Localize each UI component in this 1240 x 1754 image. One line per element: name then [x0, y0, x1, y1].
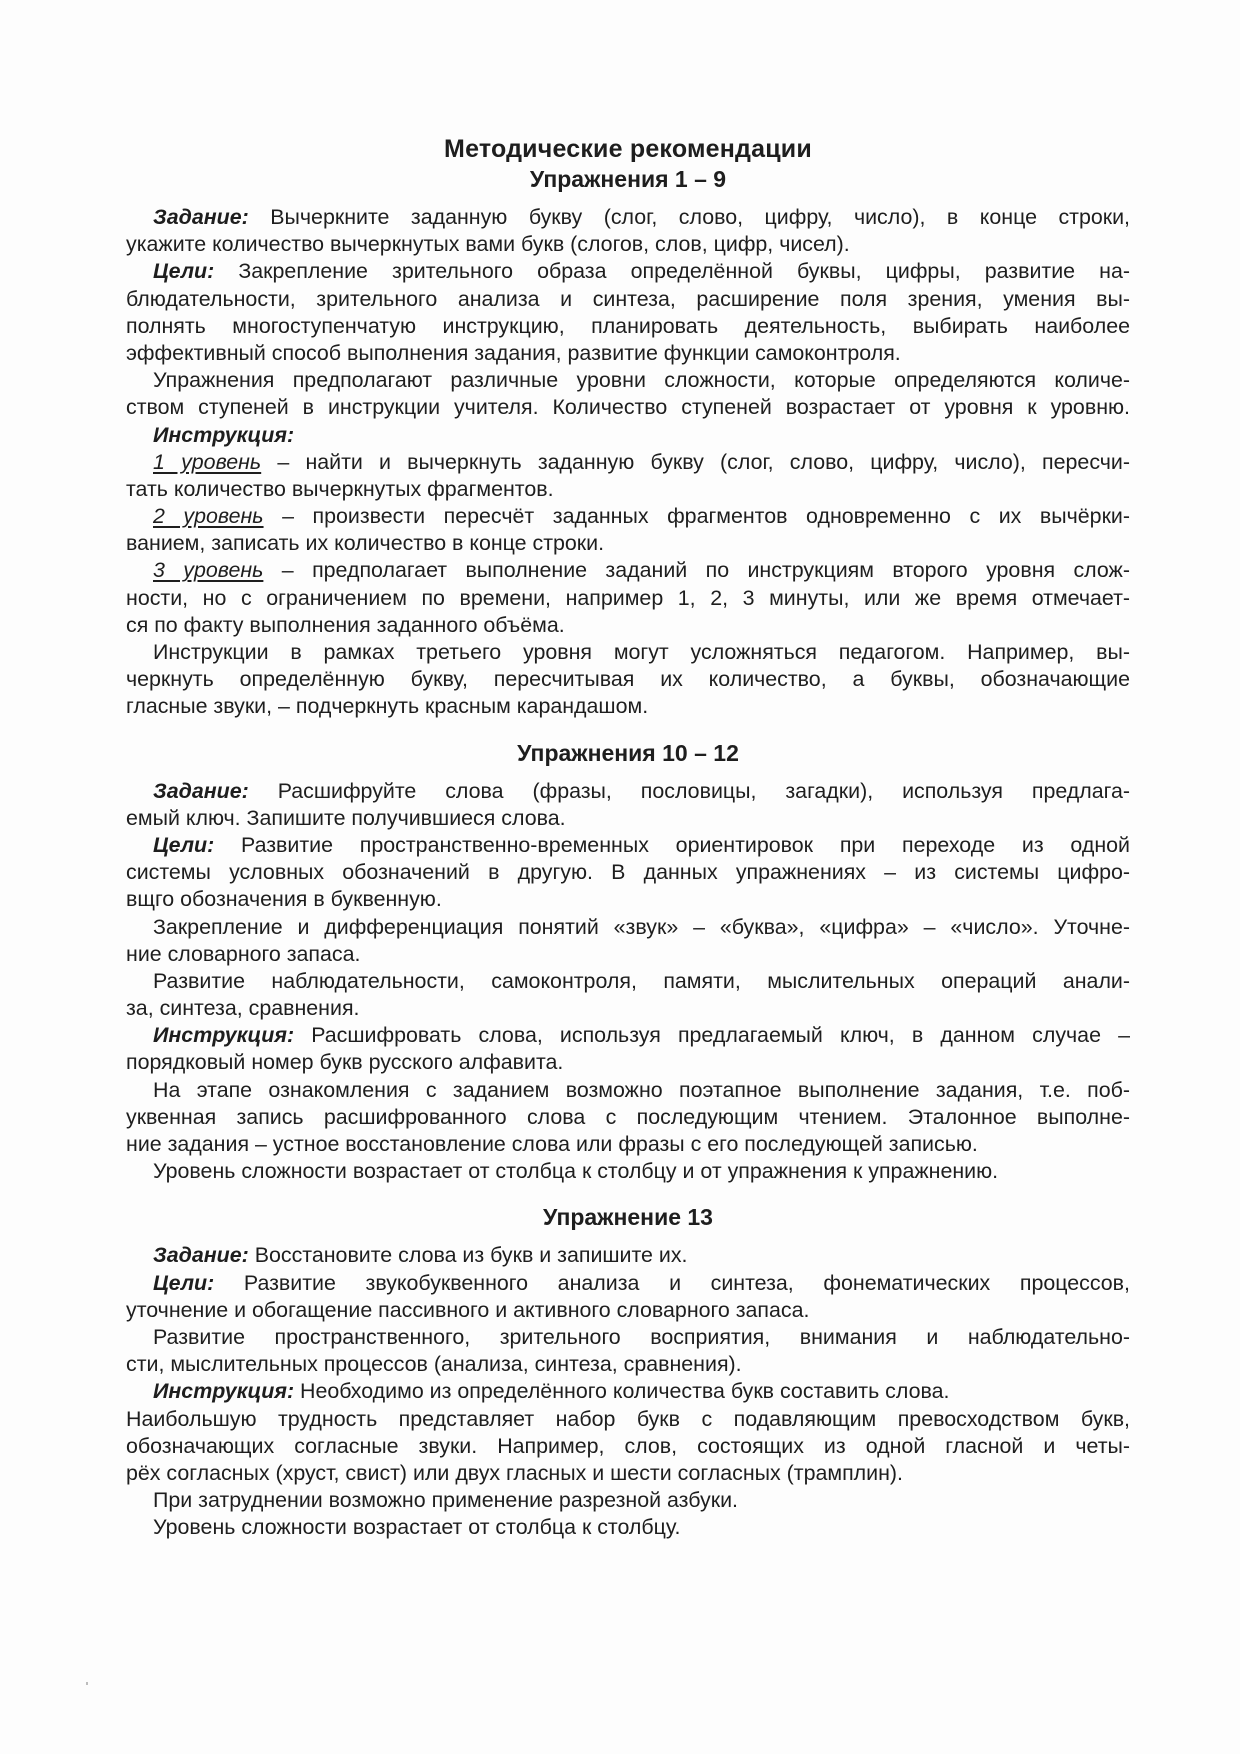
paragraph-line: емый ключ. Запишите получившиеся слова.	[126, 805, 566, 830]
paragraph-line: блюдательности, зрительного анализа и синтеза, расширение поля зрения, умения вы-	[126, 286, 1130, 311]
paragraph-line: 2 уровень – произвести пересчёт заданных фрагментов одновременно с их вычёрки-	[153, 504, 1130, 529]
page-title: Методические рекомендации	[444, 135, 812, 163]
label-goals: Цели:	[153, 832, 215, 857]
paragraph-line: Закрепление и дифференциация понятий «звук» – «буква», «цифра» – «число». Уточне-	[153, 914, 1130, 939]
paragraph-line: На этапе ознакомления с заданием возможно поэтапное выполнение задания, т.е. поб-	[153, 1077, 1130, 1102]
paragraph-line: Цели: Развитие звукобуквенного анализа и синтеза, фонематических процессов,	[153, 1270, 1130, 1295]
paragraph-line: порядковый номер букв русского алфавита.	[126, 1050, 564, 1075]
paragraph-line: Задание: Расшифруйте слова (фразы, пословицы, загадки), используя предлага-	[153, 778, 1130, 803]
paragraph-line: 3 уровень – предполагает выполнение заданий по инструкциям второго уровня слож-	[153, 558, 1130, 583]
paragraph-line: Задание: Вычеркните заданную букву (слог, слово, цифру, число), в конце строки,	[153, 205, 1130, 229]
paragraph-line: ся по факту выполнения заданного объёма.	[126, 612, 565, 637]
section-exercises-1-9	[126, 164, 1130, 721]
paragraph-line: вщго обозначения в буквенную.	[126, 887, 442, 912]
paragraph-line: ние словарного запаса.	[126, 941, 361, 966]
paragraph-line: черкнуть определённую букву, пересчитывая их количество, а буквы, обозначающие	[126, 667, 1130, 692]
paragraph-line: ством ступеней в инструкции учителя. Количество ступеней возрастает от уровня к уровню.	[126, 395, 1130, 420]
paragraph-line: укажите количество вычеркнутых вами букв (слогов, слов, цифр, чисел).	[126, 232, 850, 257]
paragraph-line: системы условных обозначений в другую. В данных упражнениях – из системы цифро-	[126, 860, 1130, 885]
label-goals: Цели:	[153, 1270, 215, 1295]
paragraph-line: уквенная запись расшифрованного слова с последующим чтением. Эталонное выполне-	[126, 1104, 1130, 1129]
level-label-1: 1 уровень	[153, 449, 262, 474]
scan-artifact	[86, 1682, 88, 1685]
paragraph-line: гласные звуки, – подчеркнуть красным карандашом.	[126, 694, 649, 719]
paragraph-line: Задание: Восстановите слова из букв и запишите их.	[153, 1243, 688, 1268]
level-label-2: 2 уровень	[153, 504, 264, 529]
label-task: Задание:	[153, 1243, 249, 1268]
label-instruction: Инструкция:	[153, 1379, 295, 1404]
paragraph-line: эффективный способ выполнения задания, развитие функции самоконтроля.	[126, 340, 901, 365]
paragraph-line: рёх согласных (хруст, свист) или двух гласных и шести согласных (трамплин).	[126, 1460, 903, 1485]
paragraph-line: Инструкции в рамках третьего уровня могут усложняться педагогом. Например, вы-	[153, 640, 1130, 664]
section-exercises-10-12	[126, 738, 1130, 1186]
section-heading: Упражнения 1 – 9	[529, 166, 727, 192]
paragraph-line: за, синтеза, сравнения.	[126, 996, 360, 1021]
paragraph-line: 1 уровень – найти и вычеркнуть заданную букву (слог, слово, цифру, число), пересчи-	[153, 449, 1130, 474]
page-content	[126, 134, 1130, 1541]
label-task: Задание:	[153, 778, 249, 803]
label-task: Задание:	[153, 205, 249, 229]
label-instruction: Инструкция:	[153, 422, 295, 447]
section-heading: Упражнения 10 – 12	[517, 739, 739, 766]
paragraph-line: Развитие наблюдательности, самоконтроля, памяти, мыслительных операций анали-	[153, 968, 1130, 993]
paragraph-line: Инструкция: Расшифровать слова, используя предлагаемый ключ, в данном случае –	[153, 1023, 1130, 1048]
paragraph-line: обозначающих согласные звуки. Например, слов, состоящих из одной гласной и четы-	[126, 1433, 1130, 1458]
label-instruction: Инструкция:	[153, 1023, 295, 1048]
paragraph-line: Цели: Закрепление зрительного образа определённой буквы, цифры, развитие на-	[153, 259, 1130, 284]
paragraph-line: тать количество вычеркнутых фрагментов.	[126, 476, 554, 501]
level-label-3: 3 уровень	[153, 558, 264, 583]
section-exercise-13	[126, 1202, 1130, 1541]
paragraph-line: Упражнения предполагают различные уровни сложности, которые определяются количе-	[153, 368, 1130, 393]
paragraph-line: При затруднении возможно применение разрезной азбуки.	[153, 1488, 738, 1513]
paragraph-line: ние задания – устное восстановление слова или фразы с его последующей записью.	[126, 1132, 978, 1156]
paragraph-line: уточнение и обогащение пассивного и активного словарного запаса.	[126, 1297, 810, 1322]
paragraph-line: Инструкция: Необходимо из определённого количества букв составить слова.	[153, 1379, 950, 1404]
paragraph-line: Наибольшую трудность представляет набор букв с подавляющим превосходством букв,	[126, 1406, 1130, 1431]
paragraph-line: ванием, записать их количество в конце строки.	[126, 531, 605, 556]
paragraph-line: полнять многоступенчатую инструкцию, планировать деятельность, выбирать наиболее	[126, 313, 1130, 338]
paragraph-line: Уровень сложности возрастает от столбца к столбцу и от упражнения к упражнению.	[153, 1159, 999, 1184]
paragraph-line: Цели: Развитие пространственно-временных ориентировок при переходе из одной	[153, 832, 1130, 857]
paragraph-line: сти, мыслительных процессов (анализа, синтеза, сравнения).	[126, 1352, 742, 1377]
paragraph-line: ности, но с ограничением по времени, например 1, 2, 3 минуты, или же время отмечает-	[126, 585, 1130, 610]
paragraph-line: Развитие пространственного, зрительного восприятия, внимания и наблюдательно-	[153, 1324, 1130, 1349]
label-goals: Цели:	[153, 259, 215, 284]
section-heading: Упражнение 13	[543, 1204, 713, 1231]
paragraph-line	[126, 422, 1130, 449]
paragraph-line: Уровень сложности возрастает от столбца к столбцу.	[153, 1515, 681, 1540]
